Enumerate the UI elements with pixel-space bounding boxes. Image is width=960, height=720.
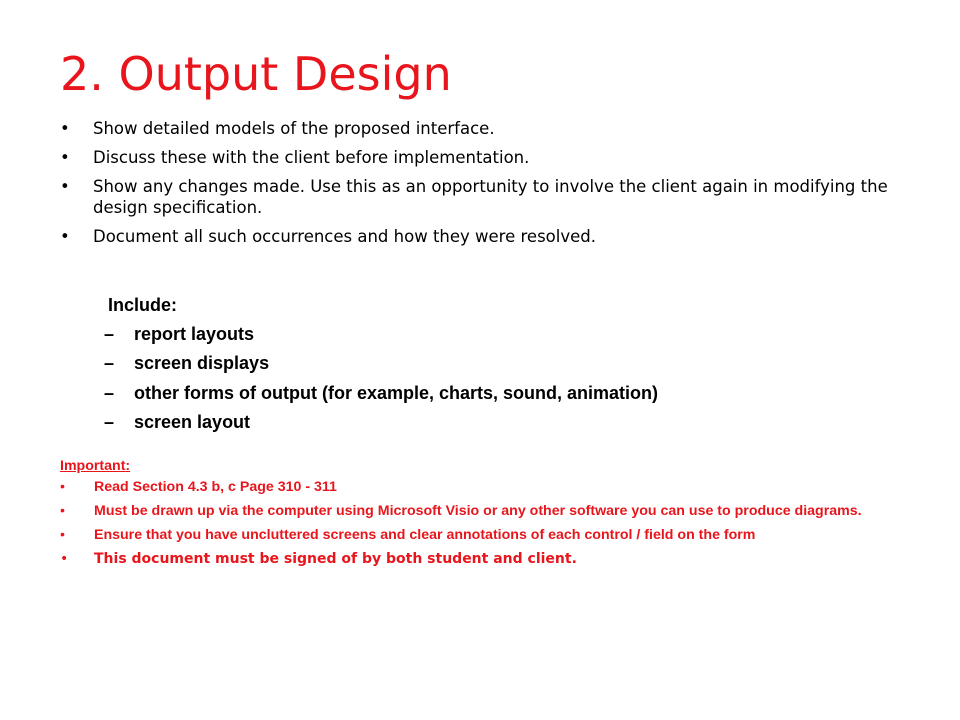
important-item-text: Ensure that you have uncluttered screens and clear annotations of each control / field on the form — [94, 527, 756, 543]
bullet-text: Document all such occurrences and how they were resolved. — [93, 227, 596, 246]
list-item — [60, 147, 900, 168]
bullet-icon: • — [60, 479, 65, 495]
important-section — [60, 455, 900, 575]
bullet-text: Discuss these with the client before implementation. — [93, 148, 530, 167]
bullet-icon: • — [60, 551, 69, 567]
list-item — [60, 176, 900, 218]
list-item — [60, 551, 900, 568]
include-item-text: screen layout — [134, 411, 251, 432]
important-item-text: This document must be signed of by both student and client. — [94, 551, 577, 567]
list-item — [104, 349, 658, 378]
list-item — [60, 226, 900, 247]
important-list — [60, 479, 900, 568]
list-item — [104, 320, 658, 349]
important-item-text: Must be drawn up via the computer using Microsoft Visio or any other software you can use to produce diagrams. — [94, 503, 862, 519]
include-section — [104, 291, 658, 437]
list-item — [60, 118, 900, 139]
include-list — [104, 320, 658, 437]
dash-icon: – — [104, 382, 115, 403]
main-bullet-list — [60, 118, 900, 255]
list-item — [60, 479, 900, 496]
dash-icon: – — [104, 324, 115, 344]
bullet-icon: • — [60, 119, 70, 138]
bullet-icon: • — [60, 527, 65, 543]
dash-icon: – — [104, 411, 115, 432]
dash-icon: – — [104, 353, 115, 374]
include-item-text: screen displays — [134, 353, 270, 374]
list-item — [104, 408, 658, 437]
slide-title: 2. Output Design — [60, 47, 452, 101]
bullet-text: Show detailed models of the proposed interface. — [93, 119, 495, 138]
list-item — [60, 503, 900, 520]
important-item-text: Read Section 4.3 b, c Page 310 - 311 — [94, 479, 337, 495]
list-item — [60, 527, 900, 544]
bullet-text: Show any changes made. Use this as an opportunity to involve the client again in modifying the design specification. — [93, 177, 888, 217]
bullet-icon: • — [60, 503, 65, 519]
important-heading: Important: — [60, 458, 131, 474]
list-item — [104, 379, 658, 408]
include-item-text: other forms of output (for example, charts, sound, animation) — [134, 382, 659, 403]
bullet-icon: • — [60, 148, 70, 167]
include-heading: Include: — [108, 295, 178, 315]
bullet-icon: • — [60, 227, 70, 246]
include-item-text: report layouts — [134, 324, 255, 344]
bullet-icon: • — [60, 177, 70, 196]
